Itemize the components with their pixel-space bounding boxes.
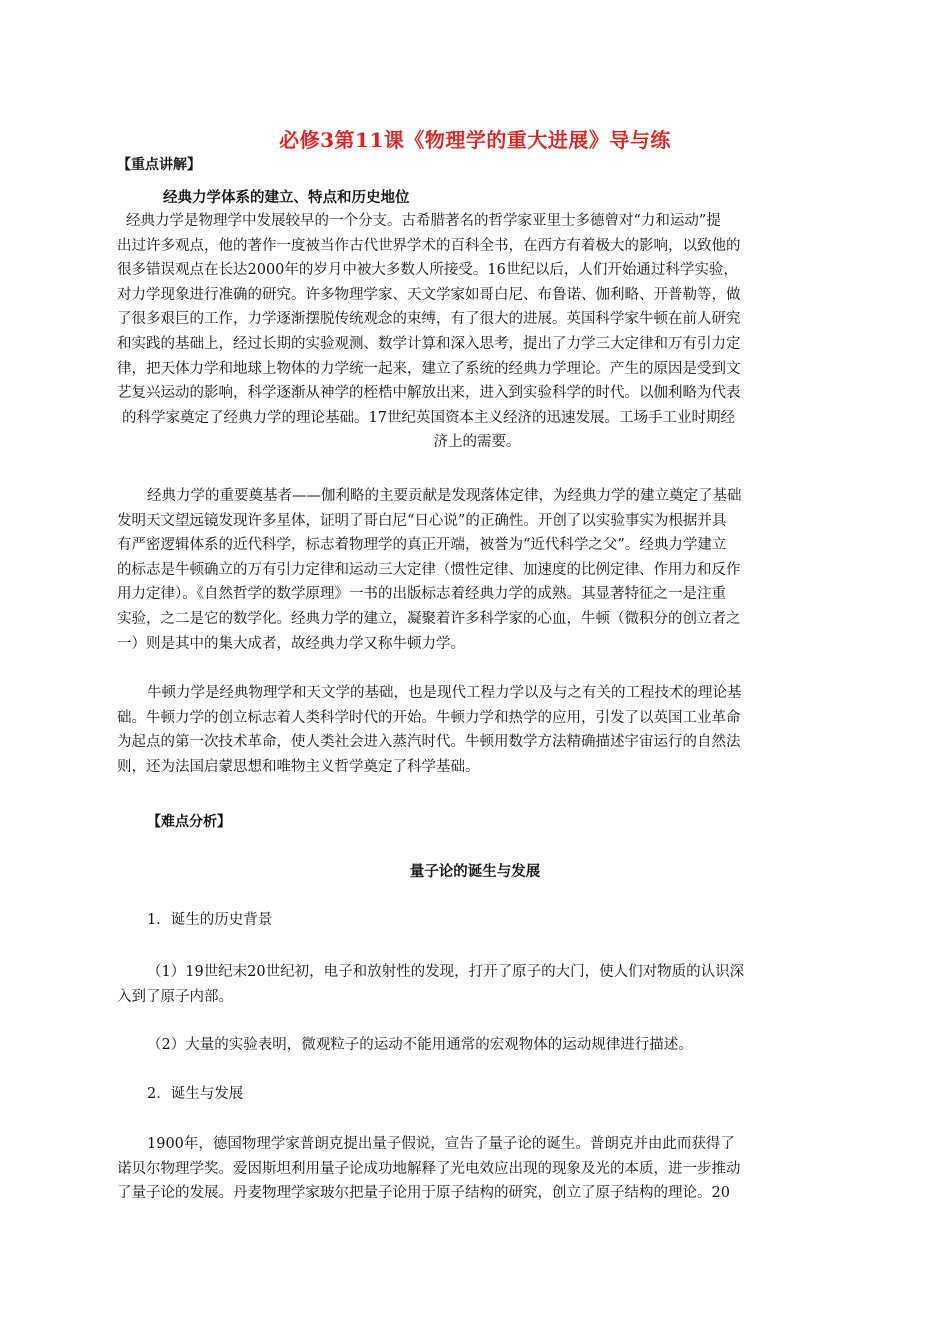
- paragraph-quantum-birth: [117, 1132, 837, 1206]
- text-line: 经典力学的重要奠基者——伽利略的主要贡献是发现落体定律，为经典力学的建立奠定了基础: [147, 488, 742, 504]
- text-line: 用力定律）。《自然哲学的数学原理》一书的出版标志着经典力学的成熟。其显著特征之一是注重: [117, 586, 726, 603]
- text-line: 实验，之二是它的数学化。经典力学的建立，凝聚着许多科学家的心血，牛顿（微积分的创立者之: [117, 610, 741, 627]
- text-line: （2）大量的实验表明，微观粒子的运动不能用通常的宏观物体的运动规律进行描述。: [147, 1037, 693, 1053]
- text-line: 为起点的第一次技术革命，使人类社会进入蒸汽时代。牛顿用数学方法精确描述宇宙运行的自然法: [117, 734, 741, 751]
- text-line: 了很多艰巨的工作，力学逐渐摆脱传统观念的束缚，有了很大的进展。英国科学家牛顿在前人研究: [117, 311, 741, 328]
- text-line: 经典力学是物理学中发展较早的一个分支。古希腊著名的哲学家亚里士多德曾对“力和运动”提: [126, 213, 721, 229]
- item-heading-historical-background: [117, 908, 837, 933]
- text-line: 对力学现象进行准确的研究。许多物理学家、天文学家如哥白尼、布鲁诺、伽利略、开普勒等，做: [117, 286, 741, 303]
- text-line: 1．诞生的历史背景: [147, 912, 273, 928]
- text-line: 入到了原子内部。: [117, 988, 233, 1005]
- text-line: 诺贝尔物理学奖。爱因斯坦利用量子论成功地解释了光电效应出现的现象及光的本质，进一步推动: [117, 1160, 741, 1177]
- paragraph-newton-mechanics-significance: [117, 681, 837, 779]
- text-line: （1）19世纪末20世纪初，电子和放射性的发现，打开了原子的大门，使人们对物质的认识深: [147, 964, 745, 980]
- section-label-difficult-points: 【难点分析】: [147, 814, 231, 830]
- page-title: 必修3第11课《物理学的重大进展》导与练: [279, 128, 671, 152]
- text-line: 济上的需要。: [433, 434, 521, 451]
- text-line: 律，把天体力学和地球上物体的力学统一起来，建立了系统的经典力学理论。产生的原因是受到文: [117, 360, 741, 377]
- text-line: 有严密逻辑体系的近代科学，标志着物理学的真正开端，被誉为“近代科学之父”。经典力学建立: [117, 537, 727, 554]
- text-line: 础。牛顿力学的创立标志着人类科学时代的开始。牛顿力学和热学的应用，引发了以英国工业革命: [117, 709, 741, 726]
- paragraph-background-point-2: [117, 1033, 837, 1058]
- text-line: 了量子论的发展。丹麦物理学家玻尔把量子论用于原子结构的研究，创立了原子结构的理论。20: [117, 1185, 730, 1202]
- section-label-key-points: 【重点讲解】: [117, 157, 201, 173]
- text-line: 出过许多观点，他的著作一度被当作古代世界学术的百科全书，在西方有着极大的影响，以致他的: [117, 237, 741, 254]
- text-line: 的标志是牛顿确立的万有引力定律和运动三大定律（惯性定律、加速度的比例定律、作用力和反作: [117, 561, 741, 578]
- paragraph-background-point-1: [117, 960, 837, 1009]
- text-line: 很多错误观点在长达2000年的岁月中被大多数人所接受。16世纪以后，人们开始通过科学实验，: [117, 262, 738, 279]
- text-line: 的科学家奠定了经典力学的理论基础。17世纪英国资本主义经济的迅速发展。工场手工业时期经: [122, 409, 735, 426]
- text-line: 发明天文望远镜发现许多星体，证明了哥白尼“日心说”的正确性。开创了以实验事实为根据并具: [117, 512, 727, 529]
- text-line: 2．诞生与发展: [147, 1086, 244, 1102]
- section-heading-quantum-theory: 量子论的诞生与发展: [409, 863, 541, 880]
- item-heading-birth-and-development: [117, 1082, 837, 1107]
- section-heading-classical-mechanics: 经典力学体系的建立、特点和历史地位: [163, 189, 410, 206]
- text-line: 牛顿力学是经典物理学和天文学的基础，也是现代工程力学以及与之有关的工程技术的理论基: [147, 685, 742, 701]
- text-line: 一）则是其中的集大成者，故经典力学又称牛顿力学。: [117, 635, 465, 652]
- text-line: 1900年，德国物理学家普朗克提出量子假说，宣告了量子论的诞生。普朗克并由此而获得了: [147, 1136, 735, 1152]
- text-line: 艺复兴运动的影响，科学逐渐从神学的桎梏中解放出来，进入到实验科学的时代。以伽利略为代表: [117, 385, 741, 402]
- paragraph-classical-mechanics-intro: [117, 209, 837, 455]
- text-line: 和实践的基础上，经过长期的实验观测、数学计算和深入思考，提出了力学三大定律和万有引力定: [117, 335, 741, 352]
- paragraph-galileo-newton: [117, 484, 837, 656]
- text-line: 则，还为法国启蒙思想和唯物主义哲学奠定了科学基础。: [117, 758, 480, 775]
